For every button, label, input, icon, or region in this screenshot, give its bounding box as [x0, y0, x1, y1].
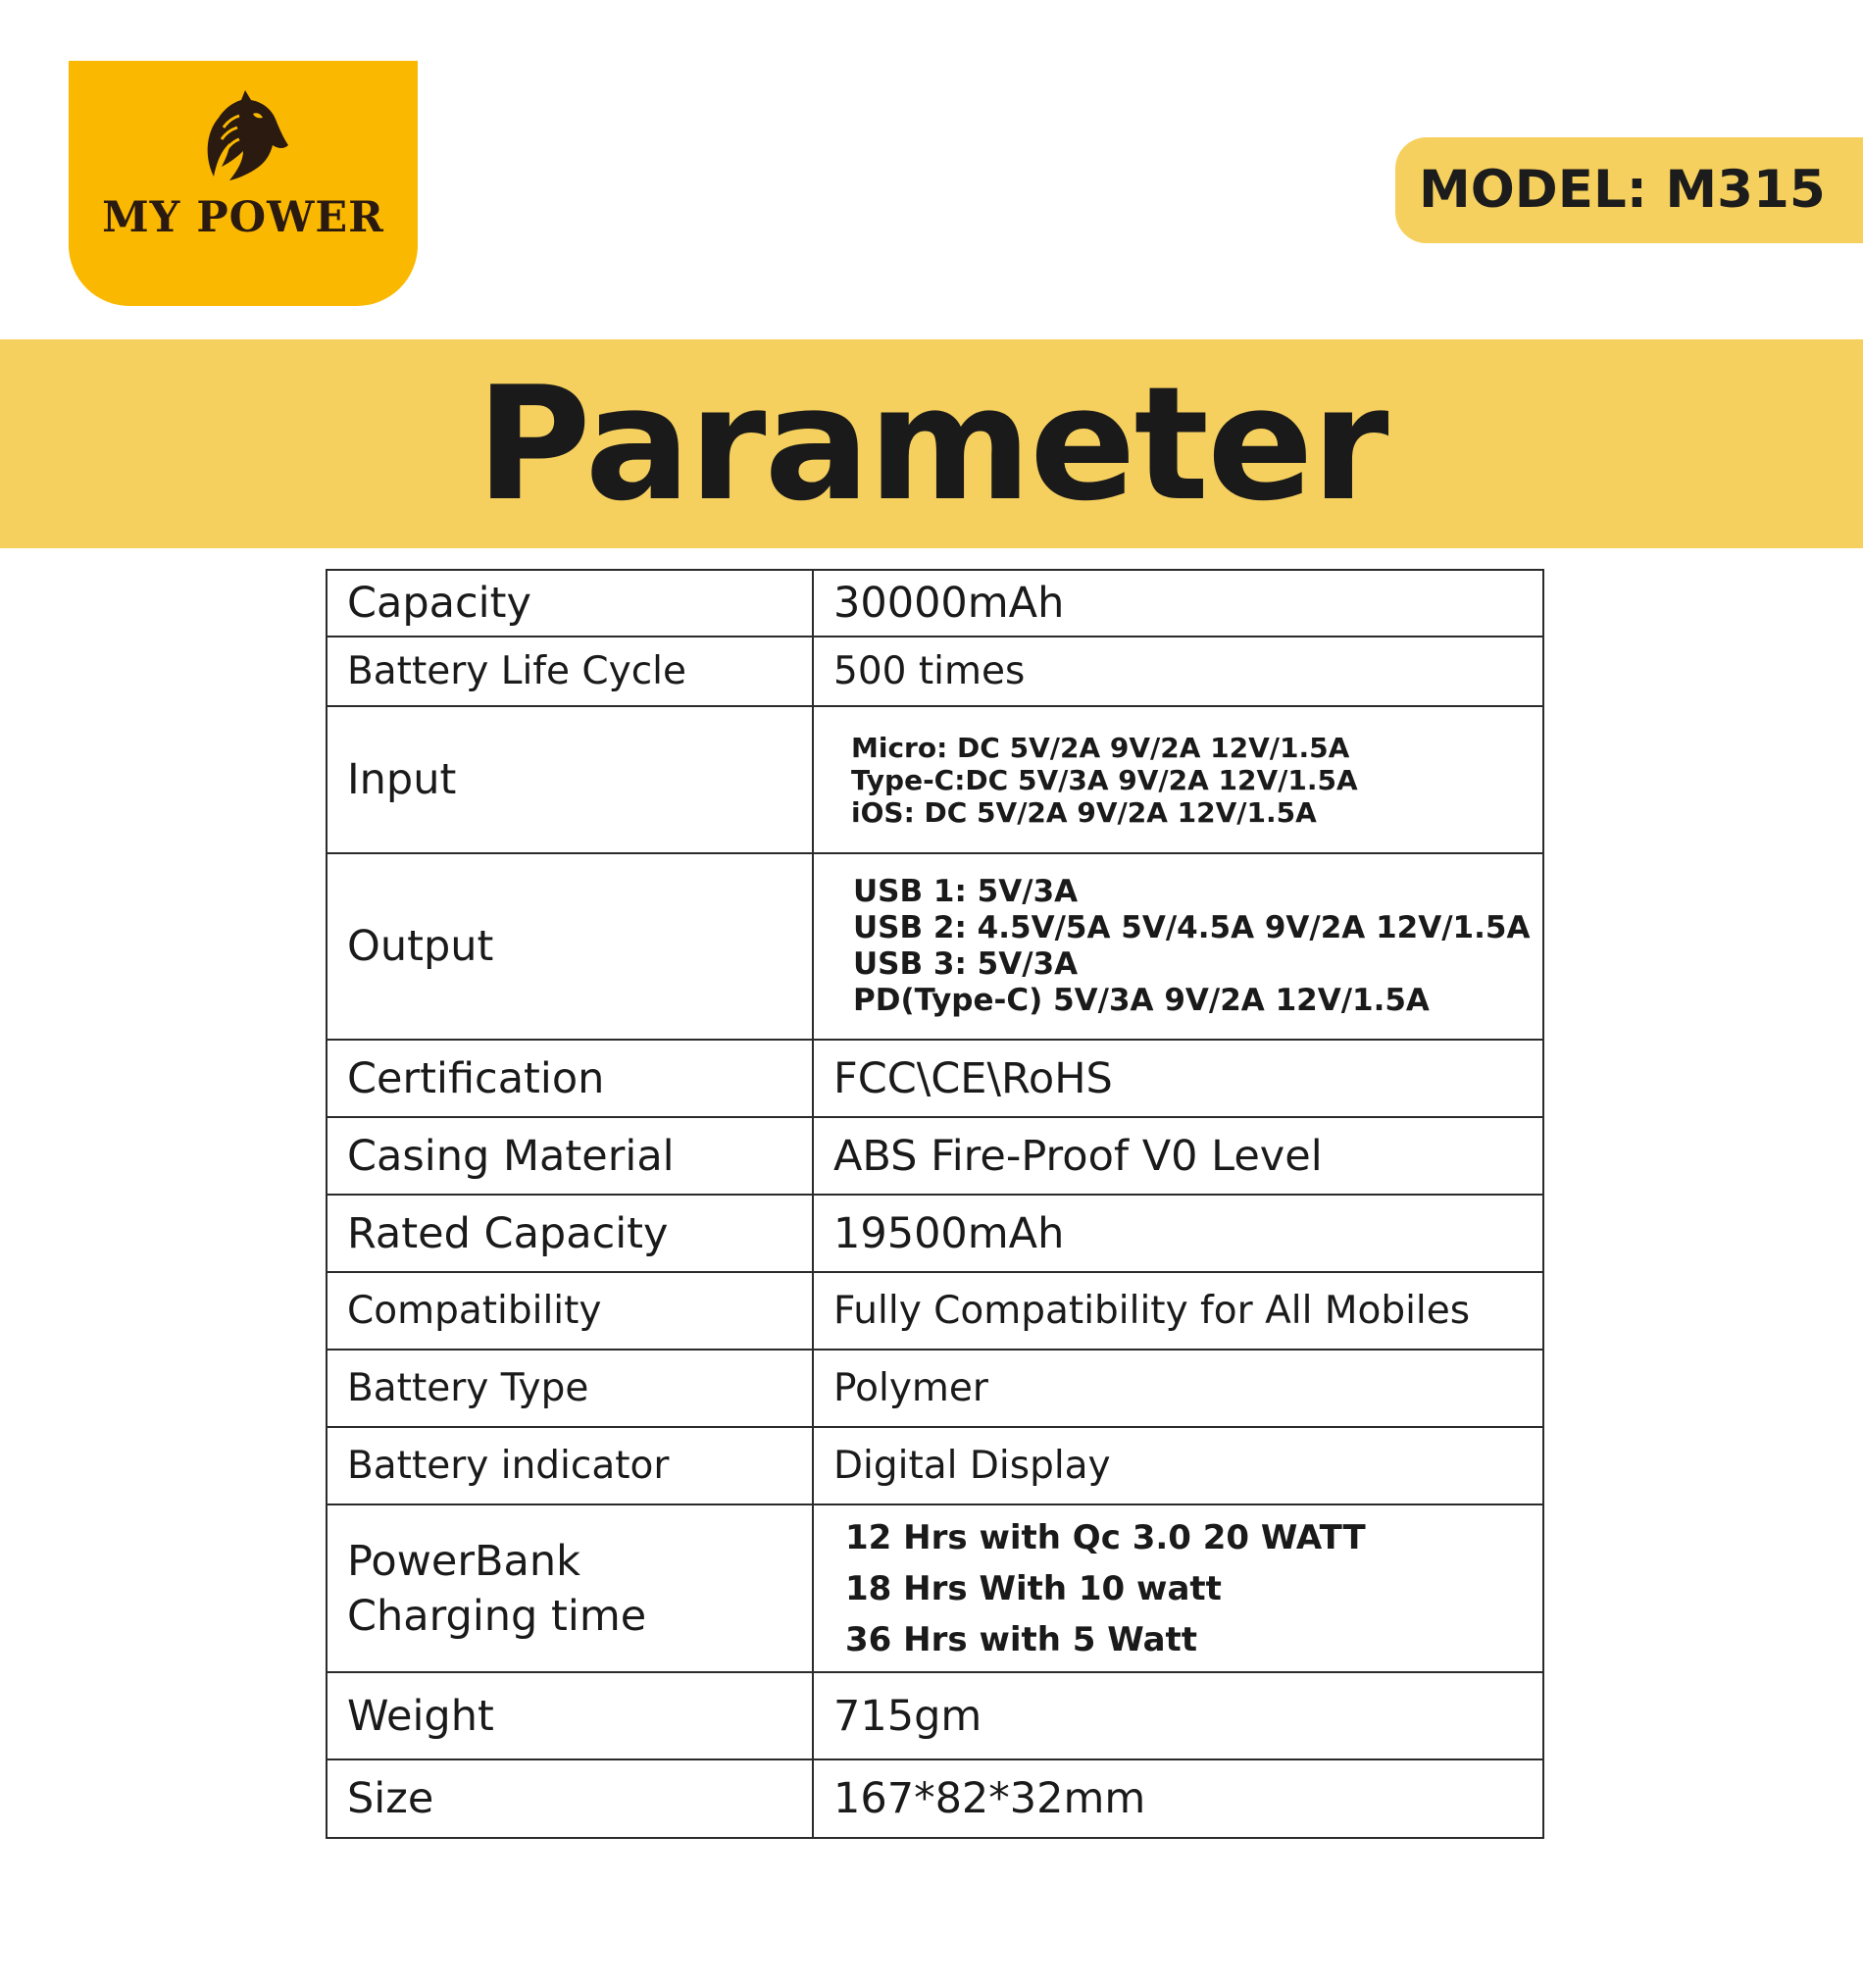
output-line: USB 3: 5V/3A — [853, 946, 1079, 982]
spec-label-compatibility: Compatibility — [327, 1272, 813, 1350]
spec-label-rated-capacity: Rated Capacity — [327, 1195, 813, 1272]
output-line: USB 2: 4.5V/5A 5V/4.5A 9V/2A 12V/1.5A — [853, 910, 1531, 945]
table-row — [327, 1504, 1543, 1672]
charging-label-line: Charging time — [347, 1591, 647, 1641]
charging-line: 12 Hrs with Qc 3.0 20 WATT — [845, 1517, 1366, 1557]
spec-label-certification: Certification — [327, 1040, 813, 1117]
output-line: USB 1: 5V/3A — [853, 874, 1079, 909]
model-label: MODEL: M315 — [1419, 160, 1826, 220]
charging-line: 18 Hrs With 10 watt — [845, 1568, 1222, 1608]
spec-label-output: Output — [327, 853, 813, 1040]
spec-label-casing: Casing Material — [327, 1117, 813, 1195]
charging-line: 36 Hrs with 5 Watt — [845, 1619, 1198, 1659]
spec-label-indicator: Battery indicator — [327, 1427, 813, 1504]
brand-name: MY POWER — [102, 193, 384, 242]
charging-label-line: PowerBank — [347, 1536, 581, 1586]
table-row — [327, 1759, 1543, 1838]
spec-label-charging-time — [327, 1504, 813, 1672]
table-row — [327, 1672, 1543, 1759]
spec-value-compatibility: Fully Compatibility for All Mobiles — [813, 1272, 1543, 1350]
spec-label-battery-type: Battery Type — [327, 1350, 813, 1427]
spec-value-certification: FCC\CE\RoHS — [813, 1040, 1543, 1117]
table-row — [327, 570, 1543, 637]
spec-label-input: Input — [327, 706, 813, 853]
spec-value-rated-capacity: 19500mAh — [813, 1195, 1543, 1272]
spec-value-weight: 715gm — [813, 1672, 1543, 1759]
model-badge — [1395, 137, 1863, 243]
table-row — [327, 637, 1543, 706]
horse-head-icon — [194, 88, 292, 186]
brand-logo — [69, 61, 418, 306]
spec-value-indicator: Digital Display — [813, 1427, 1543, 1504]
spec-value-battery-type: Polymer — [813, 1350, 1543, 1427]
title-banner — [0, 339, 1863, 548]
input-line: Type-C:DC 5V/3A 9V/2A 12V/1.5A — [851, 763, 1358, 796]
spec-label-weight: Weight — [327, 1672, 813, 1759]
spec-value-input — [813, 706, 1543, 853]
spec-label-size: Size — [327, 1759, 813, 1838]
spec-table — [326, 569, 1544, 1839]
spec-label-capacity: Capacity — [327, 570, 813, 637]
table-row — [327, 1272, 1543, 1350]
page-title: Parameter — [476, 352, 1387, 535]
table-row — [327, 1350, 1543, 1427]
table-row — [327, 1195, 1543, 1272]
table-row — [327, 1117, 1543, 1195]
input-line: Micro: DC 5V/2A 9V/2A 12V/1.5A — [851, 731, 1350, 764]
input-line: iOS: DC 5V/2A 9V/2A 12V/1.5A — [851, 795, 1317, 829]
spec-value-charging-time — [813, 1504, 1543, 1672]
spec-label-life-cycle: Battery Life Cycle — [327, 637, 813, 706]
spec-value-size: 167*82*32mm — [813, 1759, 1543, 1838]
table-row — [327, 706, 1543, 853]
table-row — [327, 853, 1543, 1040]
spec-value-life-cycle: 500 times — [813, 637, 1543, 706]
spec-value-casing: ABS Fire-Proof V0 Level — [813, 1117, 1543, 1195]
output-line: PD(Type-C) 5V/3A 9V/2A 12V/1.5A — [853, 983, 1430, 1018]
table-row — [327, 1427, 1543, 1504]
spec-value-output — [813, 853, 1543, 1040]
spec-value-capacity: 30000mAh — [813, 570, 1543, 637]
table-row — [327, 1040, 1543, 1117]
